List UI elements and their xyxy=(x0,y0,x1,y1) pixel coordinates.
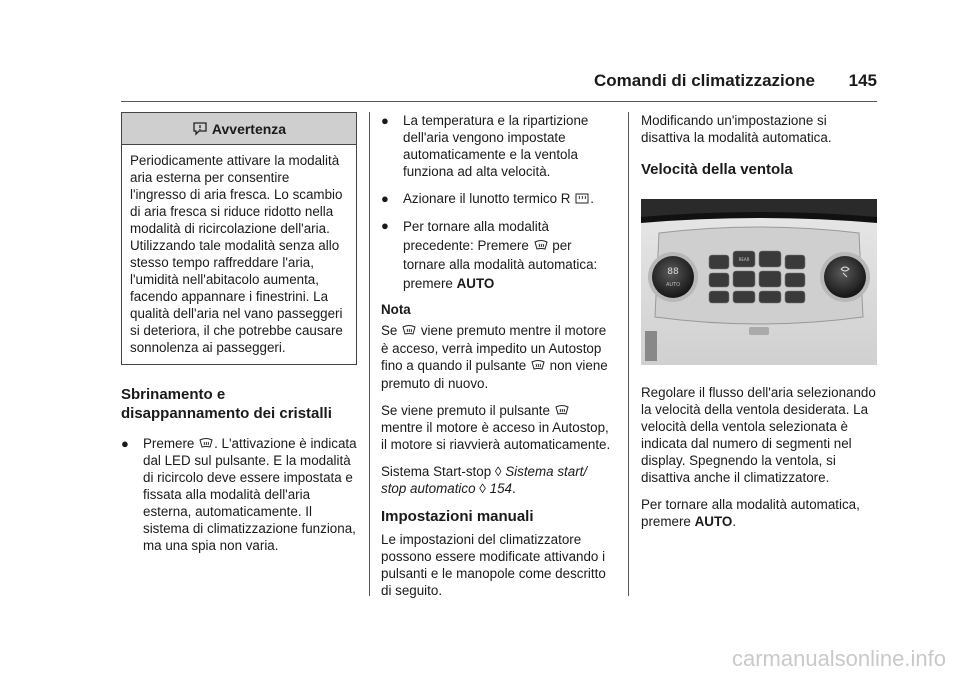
rear-button-label: REAR xyxy=(738,257,750,262)
warning-box xyxy=(121,112,357,365)
rear-defrost-icon xyxy=(575,192,589,206)
auto-text: Per tornare alla modalità automatica, premere AUTO. xyxy=(641,497,860,529)
column-1 xyxy=(121,112,357,554)
list-item: ● Premere . L'attivazione è indicata dal LED sul pulsante. E la modalità di ricircolo deve essere impostata e fissata alla modalità dell'aria esterna, automaticamente. Il sistema di climatizzazione funziona, ma una spia non varia. xyxy=(121,436,357,553)
manual-heading: Impostazioni manuali xyxy=(381,508,534,525)
climate-control-panel-photo xyxy=(641,199,877,365)
page-number: 145 xyxy=(848,71,877,90)
cross-reference-link[interactable]: Sistema start/ stop automatico xyxy=(381,464,588,496)
windshield-defrost-icon xyxy=(402,324,416,338)
warning-body: Periodicamente attivare la modalità aria esterna per consentire l'ingresso di aria fresca. Lo scambio di aria fresca si riduce ridotto nella modalità di ricircolazione dell'aria. Utilizzando tale modalità senza allo stesso tempo raffreddare l'aria, l'umidità nell'abitacolo aumenta, facendo appannare i finestrini. La qualità dell'aria nel vano passeggeri si deteriora, il che potrebbe causare sonnolenza ai passeggeri. xyxy=(130,153,343,355)
windshield-defrost-icon xyxy=(199,437,213,451)
temperature-display: 88 xyxy=(667,267,679,277)
left-knob-label: AUTO xyxy=(665,282,681,288)
page-ref-icon: ◊ xyxy=(494,464,502,479)
page-ref-icon: ◊ xyxy=(479,481,486,496)
windshield-defrost-icon xyxy=(534,239,548,253)
watermark: carmanualsonline.info xyxy=(731,646,946,671)
intro-text: Modificando un'impostazione si disattiva la modalità automatica. xyxy=(641,113,832,145)
warning-heading: Avvertenza xyxy=(211,120,287,137)
page-header xyxy=(121,68,877,102)
note-label: Nota xyxy=(381,302,411,317)
column-divider-2 xyxy=(628,112,629,596)
page-title: Comandi di climatizzazione xyxy=(593,71,815,90)
speech-bubble-warning-icon xyxy=(192,121,208,137)
note-text-1: Se viene premuto mentre il motore è acceso, verrà impedito un Autostop fino a quando il pulsante non viene premuto di nuovo. xyxy=(381,323,608,391)
list-item: ● La temperatura e la ripartizione dell'aria vengono impostate automaticamente e la ventola funziona ad alta velocità. xyxy=(381,113,589,179)
defrost-heading: Sbrinamento e disappannamento dei cristalli xyxy=(121,386,332,422)
column-3 xyxy=(641,112,877,530)
list-item: ● Per tornare alla modalità precedente: Premere per tornare alla modalità automatica: premere AUTO xyxy=(381,218,598,291)
fan-heading: Velocità della ventola xyxy=(641,161,793,178)
fan-text: Regolare il flusso dell'aria selezionando la velocità della ventola desiderata. La velocità della ventola selezionata è indicata dal numero di segmenti nel display. Spegnendo la ventola, si disattiva anche il climatizzatore. xyxy=(641,385,876,485)
list-item: ● Azionare il lunotto termico R . xyxy=(381,191,594,206)
windshield-defrost-icon xyxy=(555,404,569,418)
windshield-defrost-icon xyxy=(531,359,545,373)
note-text-3: Sistema Start-stop ◊ Sistema start/ stop automatico ◊ 154. xyxy=(381,464,588,496)
manual-text: Le impostazioni del climatizzatore possono essere modificate attivando i pulsanti e le manopole come descritto di seguito. xyxy=(381,532,606,598)
warning-header xyxy=(122,113,356,145)
column-2 xyxy=(381,112,611,599)
column-divider-1 xyxy=(369,112,370,596)
note-text-2: Se viene premuto il pulsante mentre il motore è acceso in Autostop, il motore si riavvierà automaticamente. xyxy=(381,403,611,452)
